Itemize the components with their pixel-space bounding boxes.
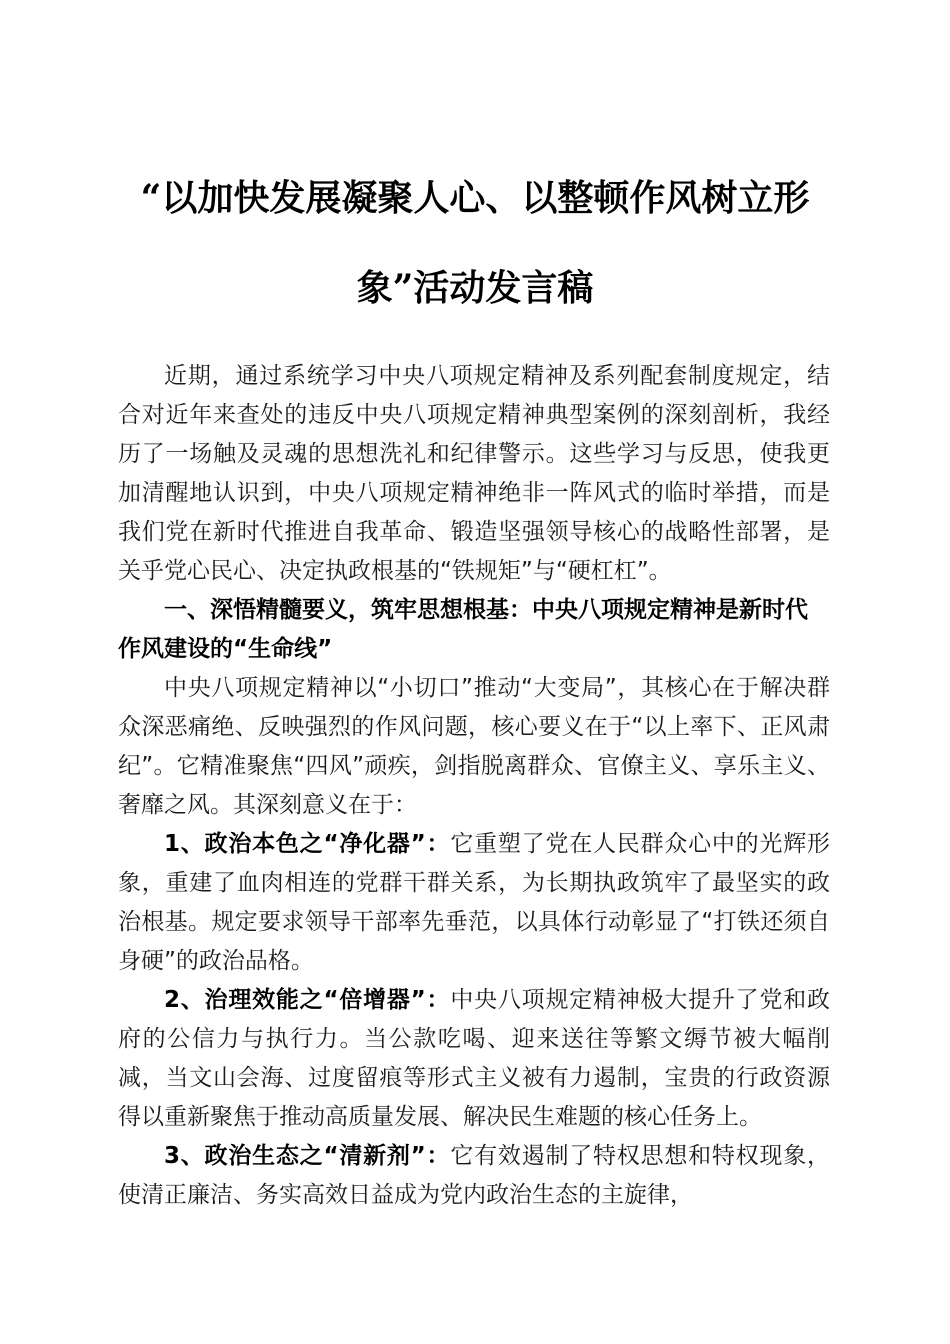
section-1-heading: 一、深悟精髓要义，筑牢思想根基：中央八项规定精神是新时代作风建设的“生命线” [118, 597, 808, 662]
point-1-text: 它重塑了党在人民群众心中的光辉形象，重建了血肉相连的党群干群关系，为长期执政筑牢了最坚实的政治根基。规定要求领导干部率先垂范，以具体行动彰显了“打铁还须自身硬”的政治品格。 [118, 831, 830, 974]
document-title-line-2: 象”活动发言稿 [356, 267, 594, 309]
document-body [118, 357, 830, 1215]
point-2-text: 中央八项规定精神极大提升了党和政府的公信力与执行力。当公款吃喝、迎来送往等繁文缛节被大幅削减，当文山会海、过度留痕等形式主义被有力遏制，宝贵的行政资源得以重新聚焦于推动高质量发展、解决民生难题的核心任务上。 [118, 987, 830, 1130]
point-1-paragraph [118, 825, 830, 981]
point-1-lead: 1、政治本色之“净化器”： [164, 831, 451, 857]
point-3-text: 它有效遏制了特权思想和特权现象，使清正廉洁、务实高效日益成为党内政治生态的主旋律， [118, 1143, 830, 1208]
point-2-paragraph [118, 981, 830, 1137]
document-title-line-1: “以加快发展凝聚人心、以整顿作风树立形 [140, 177, 810, 219]
point-3-lead: 3、政治生态之“清新剂”： [164, 1143, 451, 1169]
point-3-paragraph [118, 1137, 830, 1215]
section-1-paragraph: 中央八项规定精神以“小切口”推动“大变局”，其核心在于解决群众深恶痛绝、反映强烈的作风问题，核心要义在于“以上率下、正风肃纪”。它精准聚焦“四风”顽疾，剑指脱离群众、官僚主义、享乐主义、奢靡之风。其深刻意义在于： [118, 675, 830, 818]
intro-paragraph: 近期，通过系统学习中央八项规定精神及系列配套制度规定，结合对近年来查处的违反中央八项规定精神典型案例的深刻剖析，我经历了一场触及灵魂的思想洗礼和纪律警示。这些学习与反思，使我更加清醒地认识到，中央八项规定精神绝非一阵风式的临时举措，而是我们党在新时代推进自我革命、锻造坚强领导核心的战略性部署，是关乎党心民心、决定执政根基的“铁规矩”与“硬杠杠”。 [118, 363, 830, 584]
point-2-lead: 2、治理效能之“倍增器”： [164, 987, 451, 1013]
